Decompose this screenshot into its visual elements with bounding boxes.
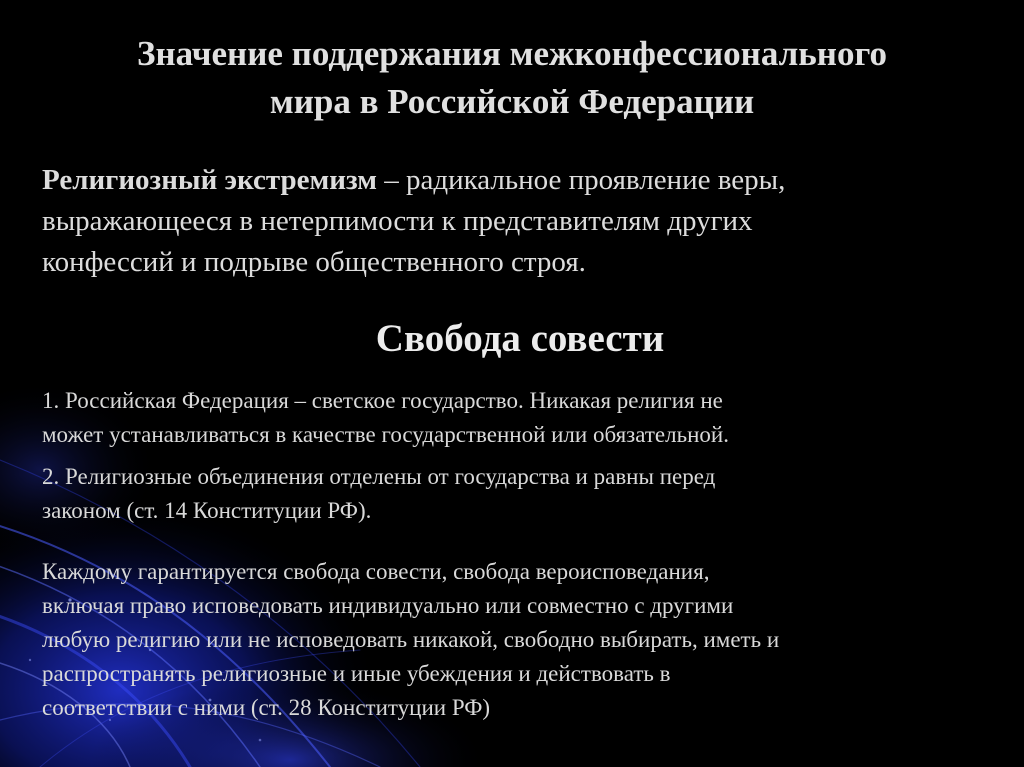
article-line-1: Каждому гарантируется свобода совести, свобода вероисповедания, (42, 559, 710, 584)
list-item-1-line-2: может устанавливаться в качестве государственной или обязательной. (42, 422, 729, 447)
article-line-5: соответствии с ними (ст. 28 Конституции РФ) (42, 695, 491, 720)
list-item-1 (42, 384, 972, 452)
article-line-3: любую религию или не исповедовать никакой, свободно выбирать, иметь и (42, 627, 780, 652)
extremism-definition (42, 160, 1002, 283)
list-item-2-line-1: 2. Религиозные объединения отделены от государства и равны перед (42, 464, 716, 489)
definition-line-2: выражающееся в нетерпимости к представителям других (42, 205, 753, 237)
definition-line-1 (42, 160, 1002, 201)
section-subtitle: Свобода совести (375, 317, 665, 360)
definition-term: Религиозный экстремизм (42, 164, 377, 196)
list-item-2-line-2: законом (ст. 14 Конституции РФ). (42, 498, 372, 523)
article-line-4: распространять религиозные и иные убеждения и действовать в (42, 661, 671, 686)
slide-title-line-1: Значение поддержания межконфессионального (137, 34, 887, 73)
list-item-2 (42, 460, 972, 528)
list-item-1-line-1: 1. Российская Федерация – светское государство. Никакая религия не (42, 388, 723, 413)
definition-line-3: конфессий и подрыве общественного строя. (42, 246, 586, 278)
definition-line-1-rest: – радикальное проявление веры, (376, 164, 786, 196)
article-28-paragraph (42, 555, 1002, 725)
slide-title-line-2: мира в Российской Федерации (269, 82, 755, 121)
slide-title (60, 30, 964, 126)
article-line-2: включая право исповедовать индивидуально или совместно с другими (42, 593, 734, 618)
